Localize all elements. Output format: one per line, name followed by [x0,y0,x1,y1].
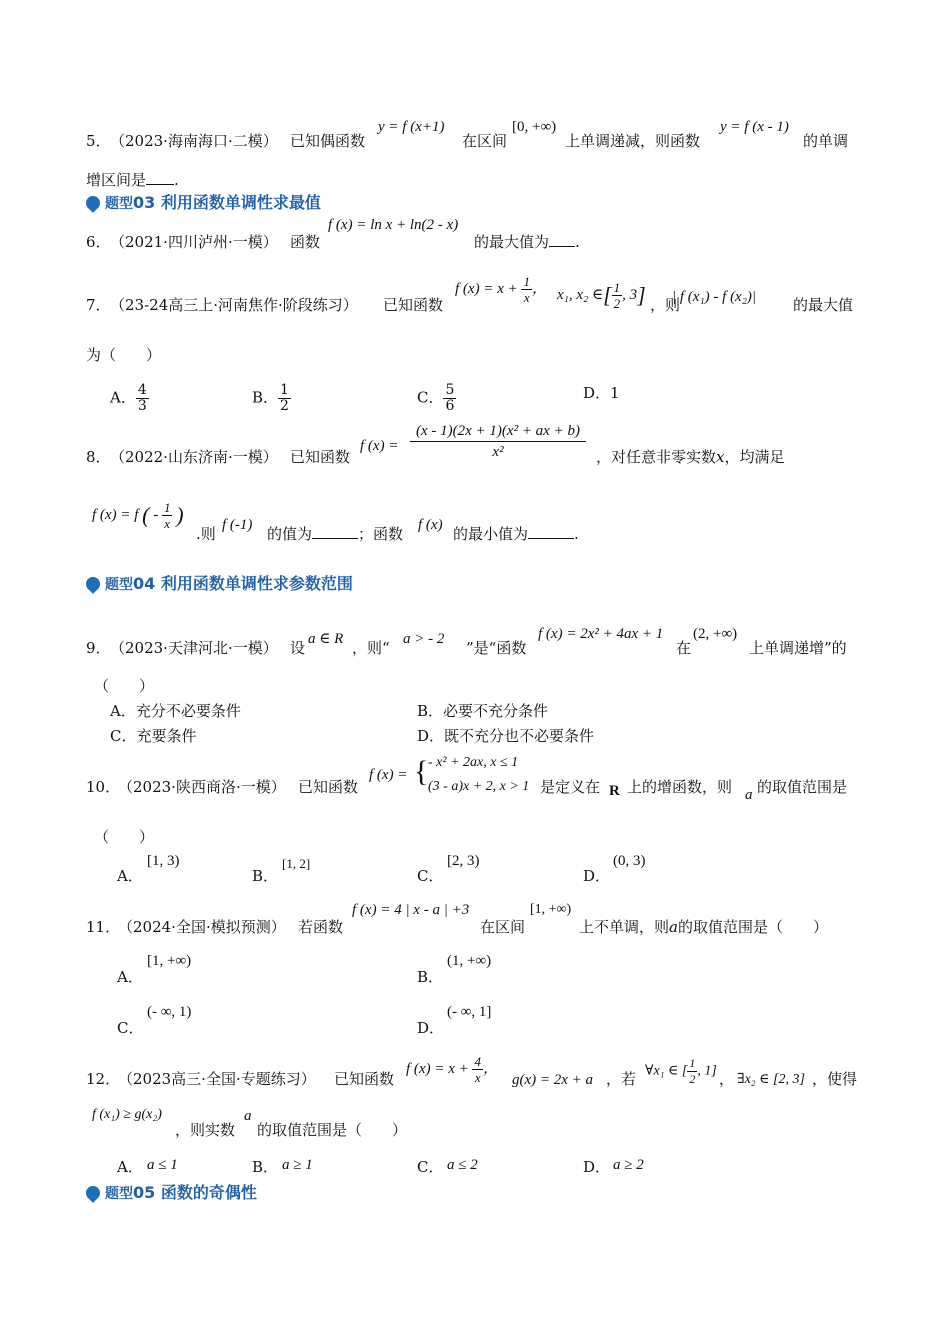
math-case: (3 - a)x + 2, x > 1 [428,779,530,794]
math-expression: f (x₁) ≥ g(x₂) [92,1107,162,1122]
question-text: 已知函数 [290,448,351,466]
math-expression: ∃x₂ ∈ [2, 3] [737,1072,805,1087]
question-text: 为（ ） [86,346,162,364]
option-a-value: [1, +∞) [147,953,192,969]
math-case: - x² + 2ax, x ≤ 1 [428,755,519,770]
math-expression: f (-1) [222,517,253,533]
question-text: 已知函数 [334,1070,395,1088]
math-brace: { [414,755,429,788]
option-b[interactable]: B．必要不充分条件 [417,702,549,720]
math-expression: f (x) = [360,438,399,454]
option-b[interactable]: B． [252,1158,279,1176]
question-text: 已知函数 [383,296,444,314]
option-d[interactable]: D．1 [583,384,620,402]
question-text: 的单调 [803,132,849,150]
question-source: （23-24高三上·河南焦作·阶段练习） [110,296,358,314]
math-expression: f (x) = ln x + ln(2 - x) [328,217,459,233]
option-c[interactable]: C． [417,1158,444,1176]
question-source: （2023·天津河北·一模） [110,639,278,657]
question-text: ，对任意非零实数x，均满足 [596,448,785,466]
option-c[interactable]: C． [117,1019,144,1037]
question-text: （ ） [94,828,155,846]
question-text: 在 [676,639,692,657]
question-source: （2024·全国·模拟预测） [118,918,286,936]
question-text: ，若 [606,1070,637,1088]
option-c[interactable]: C． [417,867,444,885]
question-text: 设 [290,639,306,657]
math-expression: f (x) = f ( - $\frac{1}{x}$ ) [92,500,184,531]
option-b-value: (1, +∞) [447,953,492,969]
option-c[interactable]: C．充要条件 [110,727,197,745]
question-number: 9． [86,639,111,657]
question-text: 已知函数 [298,778,359,796]
question-text: ，则 [650,296,681,314]
math-expression: f (x) = [369,767,408,783]
option-c-value: [2, 3) [447,853,480,869]
question-text: （ ） [94,677,155,695]
math-expression: f (x) = x + $\frac{4}{x}$ ， [406,1054,498,1085]
math-expression: ∀x₁ ∈ [ $\frac{1}{2}$ , 1] [645,1056,717,1086]
option-d[interactable]: D． [417,1019,445,1037]
option-d[interactable]: D． [583,867,611,885]
question-number: 10． [86,778,121,796]
question-text: 上单调递减，则函数 [565,132,701,150]
question-text: 的最大值为 . [474,233,580,251]
question-text: 的值为 ；函数 [267,525,404,543]
option-b[interactable]: B． [417,968,444,986]
option-a[interactable]: A． [117,867,143,885]
option-a[interactable]: A． $\frac{4}{3}$ [110,382,147,414]
location-pin-icon [83,574,103,594]
question-number: 12． [86,1070,121,1088]
question-text: 已知偶函数 [290,132,366,150]
option-a[interactable]: A． [117,1158,143,1176]
option-d[interactable]: D． [583,1158,611,1176]
option-a-value: a ≤ 1 [147,1157,178,1173]
math-expression: R [609,783,620,799]
section-heading-04: 题型04 利用函数单调性求参数范围 [86,573,353,596]
question-text: 是定义在 [540,778,601,796]
question-text: ，则实数 [175,1121,236,1139]
option-b[interactable]: B． $\frac{1}{2}$ [252,382,289,414]
math-expression: | f (x₁) - f (x₂)| [672,289,757,305]
question-source: （2021·四川泸州·一模） [110,233,278,251]
question-text: 的最大值 [793,296,854,314]
question-text: 的取值范围是（ ） [257,1121,408,1139]
math-interval: [0, +∞) [512,119,557,135]
math-expression: a [745,787,753,803]
math-expression: a > - 2 [403,631,445,647]
location-pin-icon [83,193,103,213]
option-a[interactable]: A． [117,968,143,986]
option-a-value: [1, 3) [147,853,180,869]
question-text: 增区间是 . [86,171,179,189]
math-expression: g(x) = 2x + a [512,1072,594,1088]
option-d-value: (0, 3) [613,853,646,869]
question-number: 6． [86,233,111,251]
math-expression: x₁, x₂ ∈[ $\frac{1}{2}$ , 3] [557,280,646,311]
option-c-value: (- ∞, 1) [147,1004,192,1020]
question-text: ”是“函数 [466,639,527,657]
math-expression: a [244,1108,252,1124]
question-text: 若函数 [298,918,344,936]
question-source: （2023·陕西商洛·一模） [118,778,286,796]
option-d-value: (- ∞, 1] [447,1004,492,1020]
question-text: 在区间 [480,918,526,936]
question-number: 7． [86,296,111,314]
option-a[interactable]: A．充分不必要条件 [110,702,241,720]
option-d-value: a ≥ 2 [613,1157,644,1173]
question-text: 函数 [290,233,321,251]
math-expression: y = f (x+1) [378,119,445,135]
option-c-value: a ≤ 2 [447,1157,478,1173]
option-c[interactable]: C． $\frac{5}{6}$ [417,382,455,414]
question-text: 上的增函数，则 [627,778,733,796]
question-text: 在区间 [462,132,508,150]
math-expression: f (x) = x + $\frac{1}{x}$ ， [455,274,547,305]
question-source: （2023高三·全国·专题练习） [118,1070,316,1088]
math-expression: f (x) = 2x² + 4ax + 1 [538,626,664,642]
section-heading-05: 题型05 函数的奇偶性 [86,1182,257,1205]
math-expression: f (x) [418,517,443,533]
question-source: （2023·海南海口·二模） [110,132,278,150]
question-text: 上单调递增”的 [749,639,847,657]
question-source: （2022·山东济南·一模） [110,448,278,466]
question-text: ， [719,1070,735,1088]
question-number: 8． [86,448,111,466]
option-b-value: a ≥ 1 [282,1157,313,1173]
math-fraction: $\frac{\text{(x - 1)(2x + 1)(x² + ax + b)}}{\text{x²}}$ [410,421,586,462]
option-b[interactable]: B． [252,867,279,885]
section-heading-03: 题型03 利用函数单调性求最值 [86,192,321,215]
option-b-value: [1, 2] [282,856,311,871]
question-text: ，使得 [812,1070,858,1088]
question-text: 上不单调，则a的取值范围是（ ） [579,918,828,936]
question-number: 11． [86,918,121,936]
question-text: .则 [196,525,216,543]
math-interval: [1, +∞) [530,902,572,917]
question-text: ，则“ [352,639,390,657]
math-interval: (2, +∞) [693,626,738,642]
question-number: 5． [86,132,111,150]
option-d[interactable]: D．既不充分也不必要条件 [417,727,595,745]
math-expression: a ∈ R [308,631,344,647]
math-expression: y = f (x - 1) [720,119,789,135]
location-pin-icon [83,1183,103,1203]
math-expression: f (x) = 4 | x - a | +3 [352,902,470,918]
question-text: 的取值范围是 [757,778,848,796]
question-text: 的最小值为 . [453,525,579,543]
